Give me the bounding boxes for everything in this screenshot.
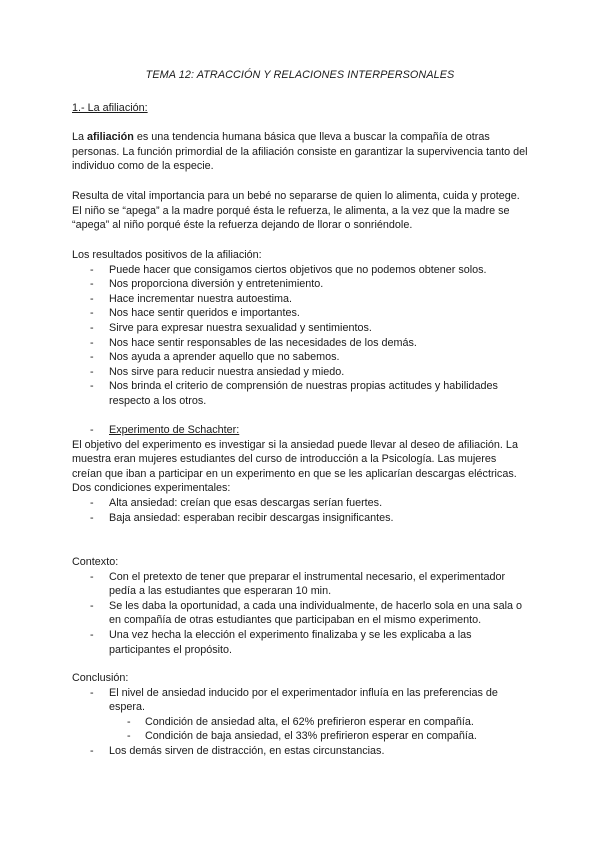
results-list bbox=[72, 263, 528, 409]
context-list bbox=[72, 570, 528, 658]
list-item: - Nos brinda el criterio de comprensión de nuestras propias actitudes y habilidades respecto a los otros. bbox=[72, 379, 528, 408]
section-heading-text: 1.- La afiliación: bbox=[72, 102, 148, 114]
list-item: - El nivel de ansiedad inducido por el experimentador influía en las preferencias de espera. bbox=[72, 686, 528, 715]
experiment-heading: Experimento de Schachter: bbox=[109, 424, 240, 436]
list-item: - Se les daba la oportunidad, a cada una individualmente, de hacerlo sola en una sala o en compañía de otras estudiantes que participaban en el mismo experimento. bbox=[72, 599, 528, 628]
intro-paragraph bbox=[72, 130, 528, 174]
list-item: - Hace incrementar nuestra autoestima. bbox=[72, 292, 528, 307]
experiment-text: El objetivo del experimento es investigar si la ansiedad puede llevar al deseo de afiliación. La muestra eran mujeres estudiantes del curso de introducción a la Psicología. Las mujeres creían que iban a participar en un experimento en que se les aplicarían descargas eléctricas. bbox=[72, 438, 518, 480]
list-item bbox=[72, 423, 528, 438]
context-section bbox=[72, 555, 528, 657]
experiment-heading-list bbox=[72, 423, 528, 438]
intro-lead: La bbox=[72, 131, 88, 143]
intro-rest: es una tendencia humana básica que lleva a buscar la compañía de otras personas. La función primordial de la afiliación consiste en garantizar la supervivencia tanto del individuo como de la especie. bbox=[72, 131, 528, 173]
apego-text: Resulta de vital importancia para un bebé no separarse de quien lo alimenta, cuida y protege. El niño se “apega” a la madre porqué ésta le refuerza, le alimenta, a la vez que la madre se “apega” al niño porqué éste la refuerza dejando de llorar o sonriéndole. bbox=[72, 190, 520, 232]
intro-bold-term: afiliación bbox=[87, 131, 134, 143]
section-heading-afiliacion bbox=[72, 101, 528, 116]
conditions-heading: Dos condiciones experimentales: bbox=[72, 482, 231, 495]
list-item: - Nos hace sentir responsables de las necesidades de los demás. bbox=[72, 336, 528, 351]
list-item: - Una vez hecha la elección el experimento finalizaba y se les explicaba a las participantes el propósito. bbox=[72, 628, 528, 657]
experiment-section bbox=[72, 423, 528, 525]
conclusion-section bbox=[72, 671, 528, 759]
list-item: - Los demás sirven de distracción, en estas circunstancias. bbox=[72, 744, 528, 759]
sub-list-item: - Condición de baja ansiedad, el 33% prefirieron esperar en compañía. bbox=[72, 729, 528, 744]
list-item: - Nos proporciona diversión y entretenimiento. bbox=[72, 277, 528, 292]
context-heading: Contexto: bbox=[72, 556, 119, 568]
conclusion-list bbox=[72, 686, 528, 759]
list-item: - Baja ansiedad: esperaban recibir descargas insignificantes. bbox=[72, 511, 528, 526]
results-heading: Los resultados positivos de la afiliación: bbox=[72, 249, 262, 261]
results-section bbox=[72, 248, 528, 409]
list-item: - Con el pretexto de tener que preparar el instrumental necesario, el experimentador pedía a las estudiantes que esperaran 10 min. bbox=[72, 570, 528, 599]
list-item: - Nos sirve para reducir nuestra ansiedad y miedo. bbox=[72, 365, 528, 380]
apego-paragraph bbox=[72, 189, 528, 233]
list-item: - Puede hacer que consigamos ciertos objetivos que no podemos obtener solos. bbox=[72, 263, 528, 278]
list-item: - Nos hace sentir queridos e importantes. bbox=[72, 306, 528, 321]
list-item: - Alta ansiedad: creían que esas descargas serían fuertes. bbox=[72, 496, 528, 511]
conclusion-heading: Conclusión: bbox=[72, 672, 129, 684]
intro-text bbox=[72, 130, 528, 174]
sub-list-item: - Condición de ansiedad alta, el 62% prefirieron esperar en compañía. bbox=[72, 715, 528, 730]
conditions-list bbox=[72, 496, 528, 525]
list-item: - Nos ayuda a aprender aquello que no sabemos. bbox=[72, 350, 528, 365]
list-item: - Sirve para expresar nuestra sexualidad y sentimientos. bbox=[72, 321, 528, 336]
document-title: TEMA 12: ATRACCIÓN Y RELACIONES INTERPERSONALES bbox=[145, 69, 455, 81]
